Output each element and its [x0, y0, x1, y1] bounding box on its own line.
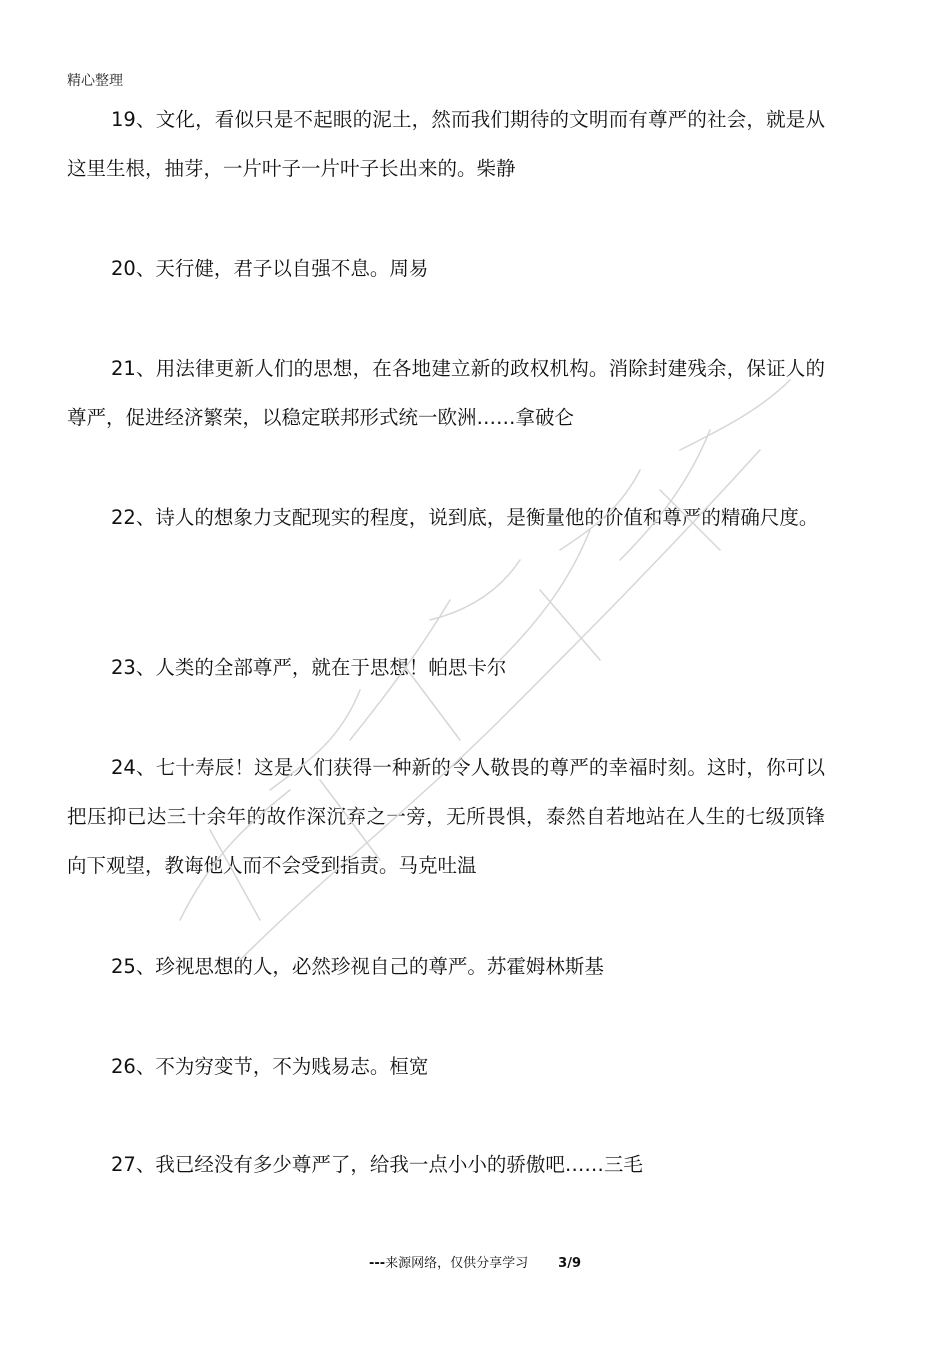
quote-23: 23、人类的全部尊严，就在于思想！帕思卡尔 — [111, 656, 507, 679]
page-footer — [0, 1252, 950, 1271]
quote-26: 26、不为穷变节，不为贱易志。桓宽 — [111, 1055, 429, 1078]
quote-27: 27、我已经没有多少尊严了，给我一点小小的骄傲吧……三毛 — [111, 1153, 643, 1176]
quote-25: 25、珍视思想的人，必然珍视自己的尊严。苏霍姆林斯基 — [111, 955, 604, 978]
footer-dash: --- — [368, 1256, 386, 1271]
quote-24: 24、七十寿辰！这是人们获得一种新的令人敬畏的尊严的幸福时刻。这时，你可以把压抑已达三十余年的故作深沉弃之一旁，无所畏惧，泰然自若地站在人生的七级顶锋向下观望，教诲他人而不会受到指责。马克吐温 — [67, 756, 825, 877]
quote-21: 21、用法律更新人们的思想，在各地建立新的政权机构。消除封建残余，保证人的尊严，促进经济繁荣，以稳定联邦形式统一欧洲……拿破仑 — [67, 357, 825, 429]
quote-20: 20、天行健，君子以自强不息。周易 — [111, 257, 429, 280]
footer-source: 来源网络，仅供分享学习 — [385, 1256, 529, 1271]
page-number: 3/9 — [558, 1256, 582, 1271]
quote-22: 22、诗人的想象力支配现实的程度，说到底，是衡量他的价值和尊严的精确尺度。 — [111, 506, 819, 529]
quote-19: 19、文化，看似只是不起眼的泥土，然而我们期待的文明而有尊严的社会，就是从这里生根，抽芽，一片叶子一片叶子长出来的。柴静 — [67, 108, 825, 180]
page-header: 精心整理 — [67, 73, 123, 89]
